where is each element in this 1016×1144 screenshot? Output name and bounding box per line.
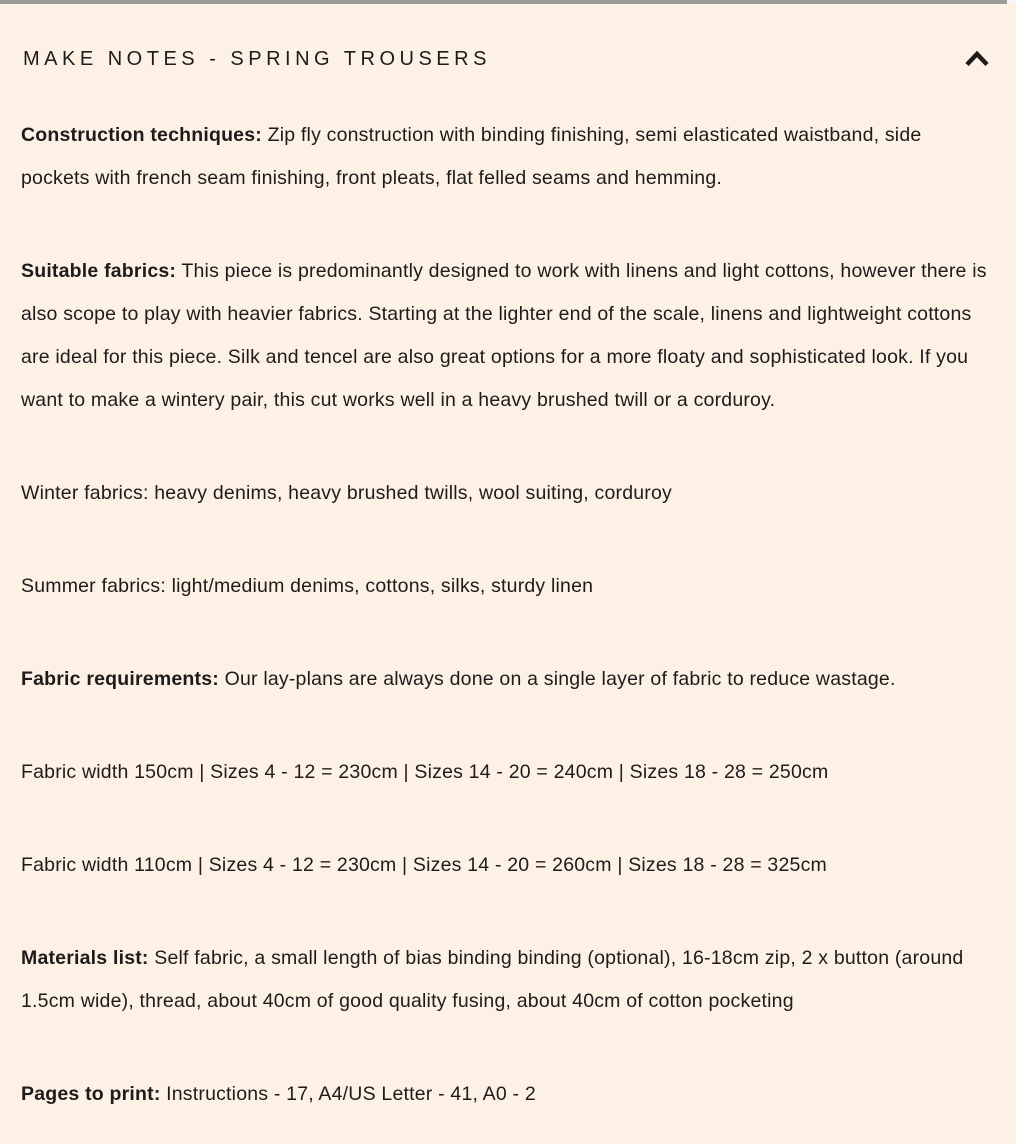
note-paragraph-materials-list [21,937,992,1023]
note-label: Suitable fabrics: [21,260,177,283]
note-paragraph-summer-fabrics [21,565,992,608]
note-text: Self fabric, a small length of bias binding binding (optional), 16-18cm zip, 2 x button (around 1.5cm wide), thread, about 40cm of good quality fusing, about 40cm of cotton pocketing [21,947,964,1013]
note-paragraph-fabric-width-150 [21,751,992,794]
accordion-title: MAKE NOTES - SPRING TROUSERS [23,47,491,70]
note-text: Fabric width 110cm | Sizes 4 - 12 = 230cm | Sizes 14 - 20 = 260cm | Sizes 18 - 28 = 325cm [21,854,827,877]
note-paragraph-pages-to-print [21,1073,992,1116]
note-text: This piece is predominantly designed to work with linens and light cottons, however there is also scope to play with heavier fabrics. Starting at the lighter end of the scale, linens and lightweight cottons are ideal for this piece. Silk and tencel are also great options for a more floaty and sophisticated look. If you want to make a wintery pair, this cut works well in a heavy brushed twill or a corduroy. [21,260,987,412]
note-paragraph-construction [21,114,992,200]
note-text: Our lay-plans are always done on a single layer of fabric to reduce wastage. [224,668,896,691]
note-text: Zip fly construction with binding finishing, semi elasticated waistband, side pockets with french seam finishing, front pleats, flat felled seams and hemming. [21,124,922,190]
note-label: Materials list: [21,947,149,970]
note-text: Winter fabrics: heavy denims, heavy brushed twills, wool suiting, corduroy [21,482,672,505]
note-text: Fabric width 150cm | Sizes 4 - 12 = 230cm | Sizes 14 - 20 = 240cm | Sizes 18 - 28 = 250cm [21,761,829,784]
note-paragraph-winter-fabrics [21,472,992,515]
chevron-up-icon[interactable] [962,47,992,71]
note-paragraph-fabric-requirements [21,658,992,701]
note-text: Summer fabrics: light/medium denims, cottons, silks, sturdy linen [21,575,594,598]
make-notes-accordion [0,4,1016,1116]
accordion-content [0,87,1016,1116]
note-label: Pages to print: [21,1083,161,1106]
note-label: Fabric requirements: [21,668,219,691]
accordion-header[interactable] [0,4,1016,87]
note-label: Construction techniques: [21,124,262,147]
note-text: Instructions - 17, A4/US Letter - 41, A0 - 2 [166,1083,536,1106]
note-paragraph-suitable-fabrics [21,250,992,422]
note-paragraph-fabric-width-110 [21,844,992,887]
